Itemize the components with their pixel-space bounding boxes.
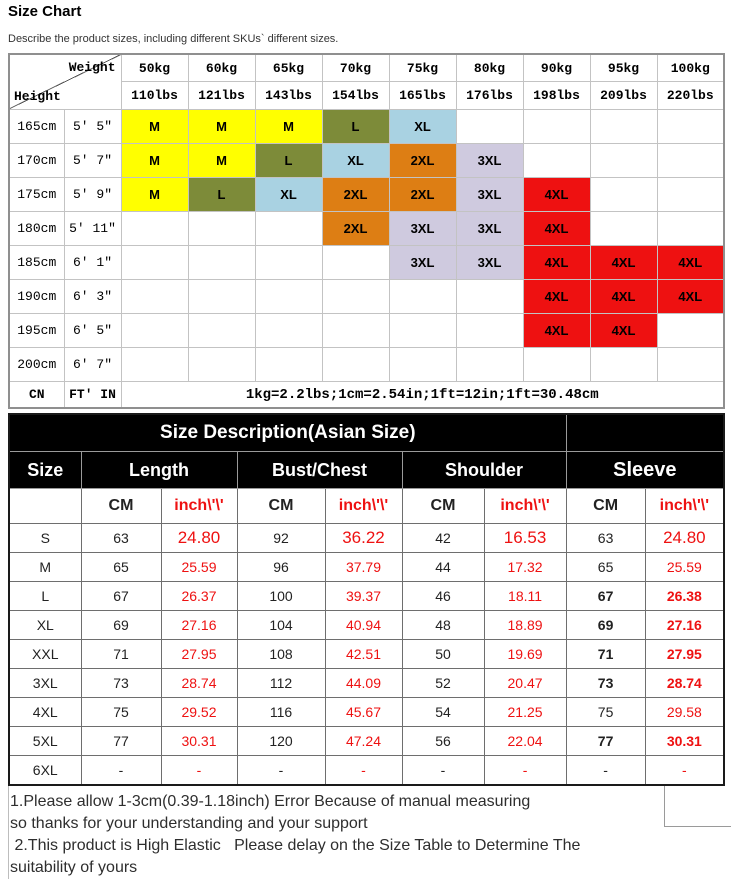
size-cell-empty	[121, 314, 188, 348]
unit-header-inch: inch\'\'	[484, 489, 566, 524]
inch-value-cell: 25.59	[645, 553, 724, 582]
size-label-cell: XXL	[9, 640, 81, 669]
weight-lbs-header: 220lbs	[657, 82, 724, 110]
size-cell-empty	[523, 144, 590, 178]
size-description-row	[9, 756, 724, 786]
cm-value-cell: 75	[81, 698, 161, 727]
inch-value-cell: 26.37	[161, 582, 237, 611]
height-ftin-label: 6' 7"	[64, 348, 121, 382]
weight-lbs-header: 121lbs	[188, 82, 255, 110]
size-cell-empty	[523, 348, 590, 382]
size-description-row	[9, 553, 724, 582]
size-description-row	[9, 698, 724, 727]
size-label-cell: XL	[9, 611, 81, 640]
matrix-row	[9, 178, 724, 212]
inch-value-cell: 26.38	[645, 582, 724, 611]
cm-value-cell: 54	[402, 698, 484, 727]
weight-lbs-header: 165lbs	[389, 82, 456, 110]
weight-kg-header: 95kg	[590, 54, 657, 82]
cm-value-cell: -	[237, 756, 325, 786]
cm-value-cell: 63	[81, 524, 161, 553]
cm-value-cell: 77	[81, 727, 161, 756]
size-cell-empty	[322, 280, 389, 314]
inch-value-cell: 25.59	[161, 553, 237, 582]
inch-value-cell: 17.32	[484, 553, 566, 582]
size-cell-empty	[121, 212, 188, 246]
matrix-row	[9, 314, 724, 348]
group-header-length: Length	[81, 452, 237, 489]
inch-value-cell: 18.89	[484, 611, 566, 640]
inch-value-cell: 29.58	[645, 698, 724, 727]
height-cm-label: 165cm	[9, 110, 64, 144]
size-cell-empty	[121, 348, 188, 382]
size-cell-empty	[657, 212, 724, 246]
size-cell-empty	[255, 348, 322, 382]
size-cell-M: M	[121, 144, 188, 178]
inch-value-cell: 18.11	[484, 582, 566, 611]
group-header-size: Size	[9, 452, 81, 489]
size-cell-empty	[121, 246, 188, 280]
cm-value-cell: 63	[566, 524, 645, 553]
size-description-row	[9, 669, 724, 698]
size-cell-empty	[657, 110, 724, 144]
size-label-cell: 4XL	[9, 698, 81, 727]
size-cell-empty	[590, 348, 657, 382]
size-cell-empty	[657, 144, 724, 178]
size-cell-3XL: 3XL	[456, 144, 523, 178]
size-cell-4XL: 4XL	[590, 280, 657, 314]
size-cell-4XL: 4XL	[590, 246, 657, 280]
cm-value-cell: 67	[81, 582, 161, 611]
unit-row-empty-cell	[9, 489, 81, 524]
inch-value-cell: -	[484, 756, 566, 786]
weight-lbs-header: 209lbs	[590, 82, 657, 110]
size-cell-empty	[188, 314, 255, 348]
unit-header-cm: CM	[402, 489, 484, 524]
size-description-table	[8, 413, 725, 786]
inch-value-cell: 29.52	[161, 698, 237, 727]
notes-block	[8, 786, 731, 879]
corner-height-label: Height	[14, 89, 61, 104]
cm-value-cell: 52	[402, 669, 484, 698]
weight-lbs-header: 110lbs	[121, 82, 188, 110]
inch-value-cell: 40.94	[325, 611, 402, 640]
height-ftin-label: 6' 3"	[64, 280, 121, 314]
height-cm-label: 190cm	[9, 280, 64, 314]
size-description-row	[9, 640, 724, 669]
cm-value-cell: 48	[402, 611, 484, 640]
group-header-sleeve: Sleeve	[566, 452, 724, 489]
group-header-shoulder: Shoulder	[402, 452, 566, 489]
size-description-row	[9, 582, 724, 611]
size-cell-empty	[188, 348, 255, 382]
size-cell-empty	[188, 280, 255, 314]
cm-value-cell: 92	[237, 524, 325, 553]
size-label-cell: 3XL	[9, 669, 81, 698]
weight-kg-header: 75kg	[389, 54, 456, 82]
size-matrix-body	[9, 54, 724, 408]
group-header-bust-chest: Bust/Chest	[237, 452, 402, 489]
unit-header-inch: inch\'\'	[161, 489, 237, 524]
inch-value-cell: 37.79	[325, 553, 402, 582]
size-cell-4XL: 4XL	[657, 246, 724, 280]
inch-value-cell: -	[645, 756, 724, 786]
size-description-row	[9, 611, 724, 640]
height-ftin-label: 5' 7"	[64, 144, 121, 178]
height-cm-label: 195cm	[9, 314, 64, 348]
footer-cn-label: CN	[9, 382, 64, 409]
matrix-row	[9, 280, 724, 314]
size-label-cell: 5XL	[9, 727, 81, 756]
size-matrix-table	[8, 53, 725, 409]
size-cell-XL: XL	[322, 144, 389, 178]
cm-value-cell: 69	[566, 611, 645, 640]
matrix-row	[9, 144, 724, 178]
inch-value-cell: -	[325, 756, 402, 786]
cm-value-cell: 56	[402, 727, 484, 756]
note-line-3: 2.This product is High Elastic Please delay on the Size Table to Determine The	[10, 837, 581, 854]
size-cell-empty	[657, 178, 724, 212]
size-cell-2XL: 2XL	[389, 144, 456, 178]
cm-value-cell: 65	[566, 553, 645, 582]
cm-value-cell: 46	[402, 582, 484, 611]
note-line-2: so thanks for your understanding and your support	[10, 815, 368, 832]
inch-value-cell: 28.74	[645, 669, 724, 698]
weight-lbs-header: 143lbs	[255, 82, 322, 110]
cm-value-cell: 50	[402, 640, 484, 669]
inch-value-cell: 28.74	[161, 669, 237, 698]
size-cell-4XL: 4XL	[590, 314, 657, 348]
cm-value-cell: 73	[81, 669, 161, 698]
cm-value-cell: 44	[402, 553, 484, 582]
cm-value-cell: 112	[237, 669, 325, 698]
cm-value-cell: 116	[237, 698, 325, 727]
size-cell-4XL: 4XL	[523, 280, 590, 314]
size-cell-empty	[121, 280, 188, 314]
size-cell-4XL: 4XL	[657, 280, 724, 314]
page-title: Size Chart	[8, 3, 82, 20]
cm-value-cell: 108	[237, 640, 325, 669]
inch-value-cell: 24.80	[161, 524, 237, 553]
size-label-cell: M	[9, 553, 81, 582]
height-ftin-label: 5' 9"	[64, 178, 121, 212]
weight-kg-header: 65kg	[255, 54, 322, 82]
size-cell-2XL: 2XL	[389, 178, 456, 212]
inch-value-cell: 42.51	[325, 640, 402, 669]
height-cm-label: 185cm	[9, 246, 64, 280]
cm-value-cell: 42	[402, 524, 484, 553]
cm-value-cell: 77	[566, 727, 645, 756]
size-cell-empty	[523, 110, 590, 144]
size-cell-empty	[456, 110, 523, 144]
inch-value-cell: 30.31	[645, 727, 724, 756]
cm-value-cell: -	[81, 756, 161, 786]
weight-lbs-header: 176lbs	[456, 82, 523, 110]
weight-kg-header: 70kg	[322, 54, 389, 82]
cm-value-cell: 75	[566, 698, 645, 727]
size-cell-M: M	[188, 144, 255, 178]
cm-value-cell: 73	[566, 669, 645, 698]
cm-value-cell: 96	[237, 553, 325, 582]
note-line-1: 1.Please allow 1-3cm(0.39-1.18inch) Error Because of manual measuring	[10, 793, 531, 810]
size-cell-4XL: 4XL	[523, 178, 590, 212]
size-cell-M: M	[188, 110, 255, 144]
inch-value-cell: -	[161, 756, 237, 786]
size-description-row	[9, 524, 724, 553]
cm-value-cell: 71	[566, 640, 645, 669]
size-cell-M: M	[255, 110, 322, 144]
size-cell-empty	[322, 348, 389, 382]
weight-kg-header: 50kg	[121, 54, 188, 82]
inch-value-cell: 39.37	[325, 582, 402, 611]
size-cell-empty	[456, 348, 523, 382]
size-label-cell: 6XL	[9, 756, 81, 786]
inch-value-cell: 24.80	[645, 524, 724, 553]
page-subtitle: Describe the product sizes, including different SKUs` different sizes.	[8, 33, 339, 45]
matrix-row	[9, 348, 724, 382]
height-ftin-label: 6' 1"	[64, 246, 121, 280]
inch-value-cell: 30.31	[161, 727, 237, 756]
size-cell-M: M	[121, 178, 188, 212]
size-cell-empty	[456, 314, 523, 348]
height-cm-label: 200cm	[9, 348, 64, 382]
size-label-cell: L	[9, 582, 81, 611]
inch-value-cell: 19.69	[484, 640, 566, 669]
weight-lbs-header: 154lbs	[322, 82, 389, 110]
size-cell-empty	[188, 246, 255, 280]
cm-value-cell: 120	[237, 727, 325, 756]
size-cell-empty	[590, 110, 657, 144]
cm-value-cell: -	[402, 756, 484, 786]
size-cell-L: L	[255, 144, 322, 178]
size-cell-3XL: 3XL	[389, 212, 456, 246]
cm-value-cell: 71	[81, 640, 161, 669]
size-description-row	[9, 727, 724, 756]
unit-header-cm: CM	[566, 489, 645, 524]
size-cell-M: M	[121, 110, 188, 144]
size-cell-empty	[590, 144, 657, 178]
size-cell-empty	[389, 348, 456, 382]
matrix-row	[9, 246, 724, 280]
inch-value-cell: 44.09	[325, 669, 402, 698]
size-description-body	[9, 414, 724, 785]
unit-conversion-text: 1kg=2.2lbs;1cm=2.54in;1ft=12in;1ft=30.48cm	[121, 382, 724, 409]
size-cell-3XL: 3XL	[456, 246, 523, 280]
size-cell-empty	[590, 212, 657, 246]
note-line-4: suitability of yours	[10, 859, 138, 876]
inch-value-cell: 36.22	[325, 524, 402, 553]
height-cm-label: 170cm	[9, 144, 64, 178]
matrix-corner-cell	[9, 54, 121, 110]
size-cell-2XL: 2XL	[322, 212, 389, 246]
size-label-cell: S	[9, 524, 81, 553]
inch-value-cell: 27.16	[645, 611, 724, 640]
inch-value-cell: 27.16	[161, 611, 237, 640]
inch-value-cell: 47.24	[325, 727, 402, 756]
size-cell-2XL: 2XL	[322, 178, 389, 212]
size-cell-empty	[255, 280, 322, 314]
size-cell-empty	[322, 246, 389, 280]
unit-header-cm: CM	[81, 489, 161, 524]
unit-header-inch: inch\'\'	[645, 489, 724, 524]
size-cell-L: L	[188, 178, 255, 212]
size-cell-3XL: 3XL	[389, 246, 456, 280]
title-row-empty-cell	[566, 414, 724, 452]
cm-value-cell: 67	[566, 582, 645, 611]
inch-value-cell: 16.53	[484, 524, 566, 553]
size-cell-4XL: 4XL	[523, 314, 590, 348]
size-cell-empty	[255, 314, 322, 348]
weight-kg-header: 60kg	[188, 54, 255, 82]
inch-value-cell: 27.95	[161, 640, 237, 669]
height-ftin-label: 5' 5"	[64, 110, 121, 144]
weight-kg-header: 100kg	[657, 54, 724, 82]
height-cm-label: 180cm	[9, 212, 64, 246]
size-cell-empty	[657, 348, 724, 382]
size-cell-4XL: 4XL	[523, 212, 590, 246]
cm-value-cell: 104	[237, 611, 325, 640]
notes-corner-cell-border	[664, 786, 731, 827]
size-cell-empty	[590, 178, 657, 212]
inch-value-cell: 22.04	[484, 727, 566, 756]
height-ftin-label: 6' 5"	[64, 314, 121, 348]
footer-ftin-label: FT' IN	[64, 382, 121, 409]
cm-value-cell: 65	[81, 553, 161, 582]
size-cell-empty	[456, 280, 523, 314]
size-cell-4XL: 4XL	[523, 246, 590, 280]
size-cell-3XL: 3XL	[456, 178, 523, 212]
height-cm-label: 175cm	[9, 178, 64, 212]
size-cell-empty	[322, 314, 389, 348]
weight-lbs-header: 198lbs	[523, 82, 590, 110]
inch-value-cell: 20.47	[484, 669, 566, 698]
unit-header-cm: CM	[237, 489, 325, 524]
inch-value-cell: 21.25	[484, 698, 566, 727]
size-cell-XL: XL	[255, 178, 322, 212]
size-cell-L: L	[322, 110, 389, 144]
cm-value-cell: 69	[81, 611, 161, 640]
size-cell-empty	[389, 314, 456, 348]
weight-kg-header: 80kg	[456, 54, 523, 82]
size-cell-empty	[657, 314, 724, 348]
weight-kg-header: 90kg	[523, 54, 590, 82]
size-cell-empty	[255, 212, 322, 246]
size-cell-empty	[389, 280, 456, 314]
matrix-row	[9, 212, 724, 246]
inch-value-cell: 27.95	[645, 640, 724, 669]
size-cell-XL: XL	[389, 110, 456, 144]
cm-value-cell: -	[566, 756, 645, 786]
inch-value-cell: 45.67	[325, 698, 402, 727]
size-description-title: Size Description(Asian Size)	[9, 414, 566, 452]
cm-value-cell: 100	[237, 582, 325, 611]
corner-weight-label: Weight	[68, 60, 116, 75]
size-cell-3XL: 3XL	[456, 212, 523, 246]
unit-header-inch: inch\'\'	[325, 489, 402, 524]
size-cell-empty	[188, 212, 255, 246]
size-chart-page	[0, 3, 731, 896]
matrix-row	[9, 110, 724, 144]
height-ftin-label: 5' 11"	[64, 212, 121, 246]
size-cell-empty	[255, 246, 322, 280]
